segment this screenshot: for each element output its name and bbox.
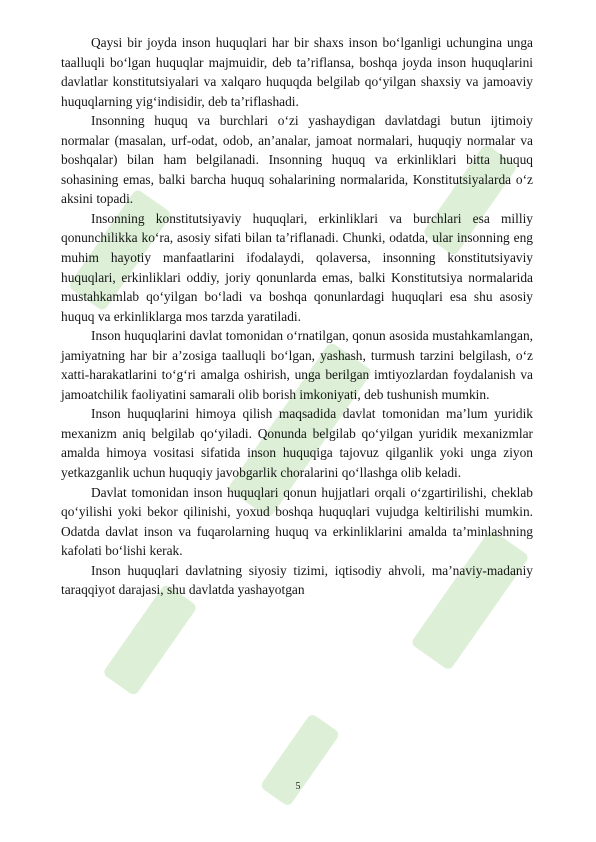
paragraph: Insonning konstitutsiyaviy huquqlari, erkinliklari va burchlari esa milliy qonunchilikka ko‘ra, asosiy sifati bilan ta’riflanadi. Chunki, odatda, ular insonning eng muhim hayotiy manfaatlarini ifodalaydi, qolaversa, insonning konstitutsiyaviy huquqlari, erkinliklari oddiy, joriy qonunlarda emas, balki Konstitutsiya normalarida mustahkamlab qo‘yilgan bo‘ladi va boshqa qonunlardagi huquqlari esa shu asosiy huquq va erkinliklarga mos tarzda yaratiladi. bbox=[61, 210, 533, 324]
paragraph: Inson huquqlari davlatning siyosiy tizimi, iqtisodiy ahvoli, ma’naviy-madaniy taraqqiyot darajasi, shu davlatda yashayotgan bbox=[61, 562, 533, 598]
paragraph: Inson huquqlarini himoya qilish maqsadida davlat tomonidan ma’lum yuridik mexanizm aniq belgilab qo‘yiladi. Qonunda belgilab qo‘yilgan yuridik mexanizmlar amalda himoya vositasi sifatida inson huquqiga tajovuz qilganlik yoki unga ziyon yetkazganlik uchun huquqiy javobgarlik choralarini qo‘llashga olib keladi. bbox=[61, 406, 533, 481]
paragraph: Inson huquqlarini davlat tomonidan o‘rnatilgan, qonun asosida mustahkamlangan, jamiyatning har bir a’zosiga taalluqli bo‘lgan, yashash, turmush tarzini belgilash, o‘z xatti-harakatlarini to‘g‘ri amalga oshirish, unga berilgan imtiyozlardan foydalanish va jamoatchilik faoliyatini samarali olib borish imkoniyati, deb tushunish mumkin. bbox=[61, 328, 533, 402]
body-text bbox=[61, 33, 533, 600]
paragraph: Qaysi bir joyda inson huquqlari har bir shaxs inson bo‘lganligi uchungina unga taalluqli bo‘lgan huquqlar majmuidir, deb ta’riflansa, boshqa joyda inson huquqlarini davlatlar konstitutsiyalari va xalqaro huquqda belgilab qo‘yilgan shaxsiy va jamoaviy huquqlarning yig‘indisidir, deb ta’riflashadi. bbox=[61, 35, 533, 109]
page-number: 5 bbox=[295, 781, 301, 792]
paragraph: Davlat tomonidan inson huquqlari qonun hujjatlari orqali o‘zgartirilishi, cheklab qo‘yilishi yoki bekor qilinishi, yoxud boshqa huquqlari vujudga keltirilishi mumkin. Odatda davlat inson va fuqarolarning huquq va erkinliklarini amalda ta’minlashning kafolati bo‘lishi kerak. bbox=[61, 484, 533, 559]
paragraph: Insonning huquq va burchlari o‘zi yashaydigan davlatdagi butun ijtimoiy normalar (masalan, urf-odat, odob, an’analar, jamoat normalari, huquqiy normalar va boshqalar) bilan ham belgilanadi. Insonning huquq va erkinliklari bitta huquq sohasining emas, balki barcha huquq sohalarining normalarida, Konstitutsiyalarda o‘z aksini topadi. bbox=[61, 113, 533, 207]
